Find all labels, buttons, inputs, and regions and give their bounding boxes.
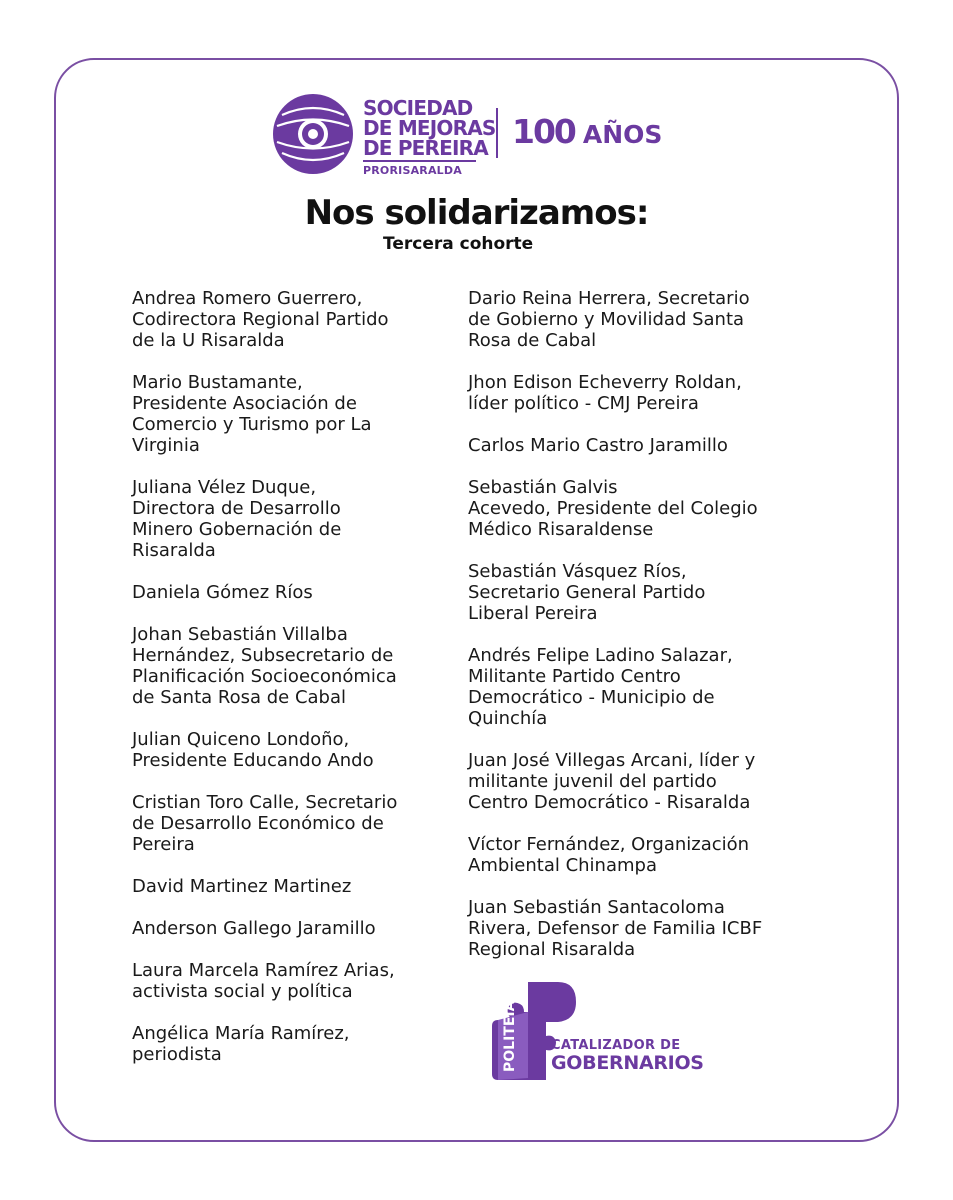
org-name-line1: SOCIEDAD [363, 96, 473, 120]
org-name-rule [363, 160, 476, 162]
anniversary-word: AÑOS [582, 120, 663, 149]
list-item: Jhon Edison Echeverry Roldan, líder político - CMJ Pereira [468, 372, 742, 414]
list-item: Angélica María Ramírez, periodista [132, 1023, 350, 1065]
left-column [132, 288, 452, 1086]
list-item: Johan Sebastián Villalba Hernández, Subsecretario de Planificación Socioeconómica de Santa Rosa de Cabal [132, 624, 397, 708]
list-item: Mario Bustamante, Presidente Asociación de Comercio y Turismo por La Virginia [132, 372, 372, 456]
list-item: Juan José Villegas Arcani, líder y militante juvenil del partido Centro Democrático - Risaralda [468, 750, 756, 813]
list-item: Daniela Gómez Ríos [132, 582, 313, 603]
list-item: Cristian Toro Calle, Secretario de Desarrollo Económico de Pereira [132, 792, 398, 855]
tagline-line1: CATALIZADOR DE [551, 1038, 681, 1053]
right-column [468, 288, 818, 981]
page-subtitle: Tercera cohorte [383, 234, 534, 254]
header-divider [496, 108, 498, 158]
anniversary-number: 100 [512, 112, 575, 151]
org-name-line2: DE MEJORAS [363, 116, 496, 140]
list-item: Sebastián Vásquez Ríos, Secretario General Partido Liberal Pereira [468, 561, 706, 624]
list-item: Anderson Gallego Jaramillo [132, 918, 376, 939]
list-item: Andrés Felipe Ladino Salazar, Militante Partido Centro Democrático - Municipio de Quinchía [468, 645, 733, 729]
anniversary-badge [512, 112, 662, 151]
list-item: Juan Sebastián Santacoloma Rivera, Defensor de Familia ICBF Regional Risaralda [468, 897, 763, 960]
list-item: Víctor Fernández, Organización Ambiental Chinampa [468, 834, 750, 876]
org-name [363, 98, 496, 177]
catalizador-tagline [551, 1038, 704, 1074]
sociedad-mejoras-emblem-icon [272, 93, 354, 175]
puzzle-text: POLITEIA [502, 1000, 518, 1072]
list-item: Sebastián Galvis Acevedo, Presidente del Colegio Médico Risaraldense [468, 477, 758, 540]
list-item: Andrea Romero Guerrero, Codirectora Regional Partido de la U Risaralda [132, 288, 389, 351]
page-title: Nos solidarizamos: [304, 193, 649, 233]
list-item: Laura Marcela Ramírez Arias, activista social y política [132, 960, 395, 1002]
org-name-line3: DE PEREIRA [363, 136, 488, 160]
list-item: David Martinez Martinez [132, 876, 352, 897]
org-subtitle: PRORISARALDA [363, 164, 462, 177]
tagline-line2: GOBERNARIOS [551, 1052, 704, 1074]
list-item: Dario Reina Herrera, Secretario de Gobierno y Movilidad Santa Rosa de Cabal [468, 288, 750, 351]
list-item: Carlos Mario Castro Jaramillo [468, 435, 728, 456]
list-item: Julian Quiceno Londoño, Presidente Educando Ando [132, 729, 374, 771]
list-item: Juliana Vélez Duque, Directora de Desarrollo Minero Gobernación de Risaralda [132, 477, 342, 561]
